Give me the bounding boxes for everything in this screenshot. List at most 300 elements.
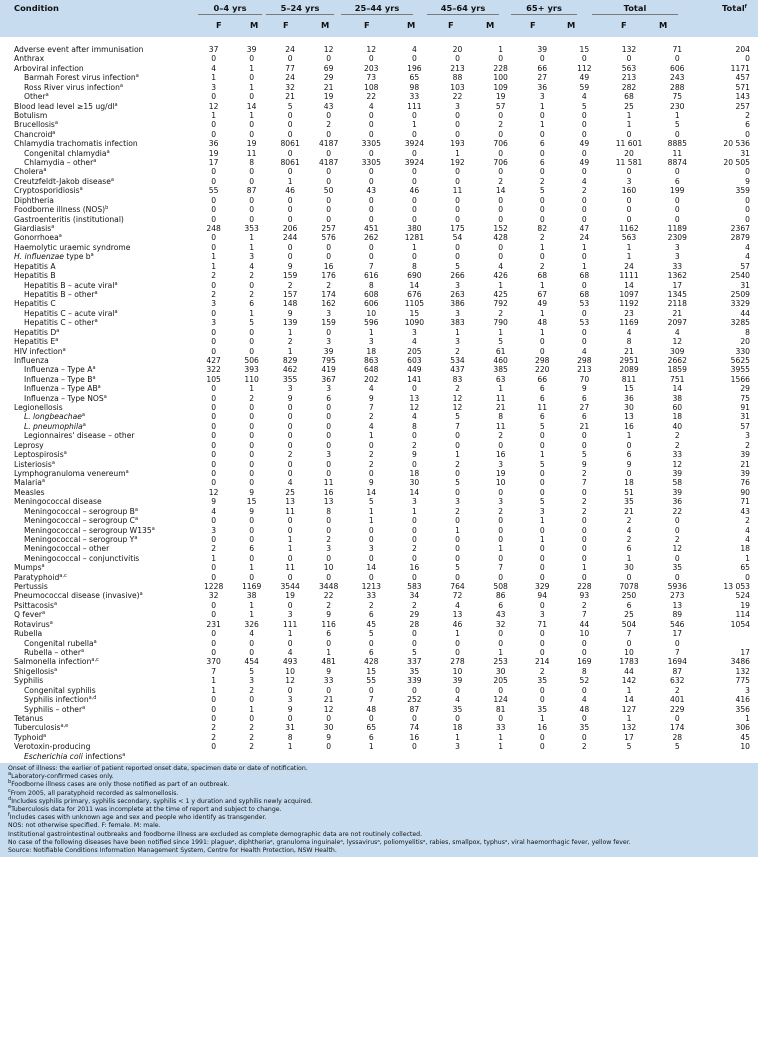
value-cell: 0 <box>539 431 545 441</box>
table-row <box>0 507 758 516</box>
value-cell: 16 <box>323 487 334 497</box>
value-cell: 0 <box>745 205 750 215</box>
value-cell: 15 <box>246 497 257 507</box>
value-cell: 0 <box>211 713 217 723</box>
value-cell: 493 <box>282 657 298 667</box>
value-cell: 4 <box>368 421 374 431</box>
value-cell: 0 <box>326 214 332 224</box>
value-cell: 4 <box>745 242 750 252</box>
sex-header: F <box>283 20 289 30</box>
value-cell: 428 <box>493 233 508 243</box>
sex-header: M <box>659 20 668 30</box>
value-cell: 451 <box>364 224 379 234</box>
value-cell: 2 <box>745 516 750 526</box>
value-cell: 263 <box>450 289 465 299</box>
value-cell: 2 <box>581 506 587 516</box>
value-cell: 9 <box>326 732 332 742</box>
value-cell: 1 <box>626 120 632 130</box>
value-cell: 160 <box>621 186 637 196</box>
value-cell: 2 <box>674 440 680 450</box>
footnote-marker: a,c <box>59 572 67 579</box>
value-cell: 0 <box>411 205 417 215</box>
value-cell: 0 <box>411 384 417 394</box>
value-cell: 14 <box>624 280 634 290</box>
value-cell: 3 <box>626 176 632 186</box>
value-cell: 35 <box>452 704 463 714</box>
value-cell: 1 <box>287 544 293 554</box>
table-row <box>0 497 758 506</box>
table-row <box>0 224 758 233</box>
value-cell: 1054 <box>730 619 750 629</box>
value-cell: 1 <box>626 713 632 723</box>
condition-name: Legionellosis <box>14 403 63 413</box>
value-cell: 8 <box>326 506 332 516</box>
value-cell: 0 <box>211 280 217 290</box>
value-cell: 0 <box>211 195 217 205</box>
value-cell: 8 <box>287 732 293 742</box>
value-cell: 0 <box>368 205 374 215</box>
value-cell: 196 <box>407 63 422 73</box>
value-cell: 58 <box>672 478 683 488</box>
value-cell: 2 <box>249 289 255 299</box>
value-cell: 306 <box>735 723 750 733</box>
value-cell: 0 <box>287 440 293 450</box>
value-cell: 583 <box>407 582 422 592</box>
value-cell: 3 <box>211 82 217 92</box>
table-row <box>0 233 758 242</box>
value-cell: 0 <box>249 403 255 413</box>
value-cell: 253 <box>493 657 508 667</box>
value-cell: 0 <box>411 431 417 441</box>
value-cell: 0 <box>539 252 545 262</box>
table-row <box>0 384 758 393</box>
footnote: $^b$Foodborne illness cases are only those notified as part of an outbreak. <box>8 779 230 789</box>
value-cell: 0 <box>498 572 504 582</box>
footnote-marker: a <box>151 525 155 532</box>
value-cell: 2 <box>249 723 255 733</box>
value-cell: 0 <box>249 440 255 450</box>
value-cell: 0 <box>498 440 504 450</box>
value-cell: 9 <box>581 384 587 394</box>
table-row <box>0 469 758 478</box>
value-cell: 5 <box>674 742 680 752</box>
value-cell: 2 <box>745 110 750 120</box>
value-cell: 0 <box>249 638 255 648</box>
value-cell: 2 <box>326 120 332 130</box>
value-cell: 1 <box>498 384 504 394</box>
value-cell: 0 <box>368 252 374 262</box>
value-cell: 0 <box>539 600 545 610</box>
condition-cell <box>0 507 195 516</box>
value-cell: 1 <box>626 553 632 563</box>
condition-cell <box>0 478 195 487</box>
value-cell: 31 <box>740 148 750 158</box>
value-cell: 12 <box>208 101 219 111</box>
value-cell: 32 <box>285 82 295 92</box>
condition-cell <box>0 120 195 129</box>
header-row-sex <box>0 20 758 34</box>
value-cell: 18 <box>740 544 750 554</box>
condition-cell <box>0 695 195 704</box>
value-cell: 252 <box>407 695 422 705</box>
value-cell: 1 <box>674 110 680 120</box>
condition-cell <box>0 299 195 308</box>
value-cell: 213 <box>450 63 465 73</box>
value-cell: 23 <box>624 308 634 318</box>
value-cell: 5 <box>455 563 460 573</box>
value-cell: 1228 <box>203 582 224 592</box>
value-cell: 2 <box>581 186 587 196</box>
value-cell: 12 <box>672 544 683 554</box>
value-cell: 0 <box>498 110 504 120</box>
value-cell: 6 <box>626 450 632 460</box>
value-cell: 1 <box>368 742 374 752</box>
value-cell: 73 <box>366 73 377 83</box>
value-cell: 1345 <box>667 289 687 299</box>
value-cell: 18 <box>452 723 463 733</box>
value-cell: 2097 <box>667 318 687 328</box>
value-cell: 0 <box>581 167 587 177</box>
condition-name: Rubella <box>14 629 43 639</box>
value-cell: 0 <box>287 195 293 205</box>
value-cell: 0 <box>287 459 293 469</box>
table-row <box>0 639 758 648</box>
value-cell: 0 <box>626 468 632 478</box>
value-cell: 0 <box>539 638 545 648</box>
value-cell: 0 <box>249 54 255 64</box>
value-cell: 0 <box>455 195 460 205</box>
value-cell: 11 <box>285 563 295 573</box>
value-cell: 202 <box>364 374 379 384</box>
condition-cell <box>0 271 195 280</box>
table-row <box>0 337 758 346</box>
value-cell: 2 <box>455 384 460 394</box>
condition-cell <box>0 196 195 205</box>
value-cell: 53 <box>579 318 590 328</box>
value-cell: 203 <box>364 63 379 73</box>
condition-name: Adverse event after immunisation <box>14 45 144 54</box>
value-cell: 5 <box>287 101 293 111</box>
condition-name: Escherichia coli infections <box>24 751 123 761</box>
condition-name: Legionnaires' disease – other <box>24 431 135 441</box>
condition-name: Hepatitis C <box>14 299 56 309</box>
value-cell: 0 <box>411 148 417 158</box>
value-cell: 0 <box>455 516 460 526</box>
footnote-marker: a <box>134 534 138 541</box>
value-cell: 0 <box>581 525 587 535</box>
value-cell: 2 <box>745 440 750 450</box>
value-cell: 14 <box>366 563 377 573</box>
value-cell: 228 <box>577 582 592 592</box>
value-cell: 2 <box>626 534 632 544</box>
value-cell: 0 <box>287 129 293 139</box>
value-cell: 111 <box>407 101 422 111</box>
value-cell: 1 <box>498 544 504 554</box>
value-cell: 4 <box>455 695 460 705</box>
value-cell: 20 <box>624 148 634 158</box>
value-cell: 353 <box>244 224 259 234</box>
value-cell: 0 <box>498 713 504 723</box>
value-cell: 0 <box>498 516 504 526</box>
sex-header: F <box>530 20 536 30</box>
value-cell: 2 <box>368 459 374 469</box>
value-cell: 0 <box>326 440 332 450</box>
value-cell: 9 <box>287 704 293 714</box>
value-cell: 24 <box>579 233 590 243</box>
value-cell: 0 <box>326 167 332 177</box>
value-cell: 109 <box>493 82 508 92</box>
value-cell: 48 <box>537 318 548 328</box>
value-cell: 385 <box>493 365 508 375</box>
value-cell: 322 <box>206 365 221 375</box>
value-cell: 3 <box>539 506 545 516</box>
value-cell: 1 <box>498 327 504 337</box>
sex-header: M <box>486 20 495 30</box>
table-row <box>0 695 758 704</box>
value-cell: 278 <box>450 657 465 667</box>
value-cell: 39 <box>537 45 548 54</box>
value-cell: 0 <box>287 205 293 215</box>
value-cell: 9 <box>368 478 374 488</box>
value-cell: 3 <box>411 327 417 337</box>
value-cell: 0 <box>498 129 504 139</box>
value-cell: 0 <box>455 431 460 441</box>
value-cell: 0 <box>249 346 255 356</box>
table-row <box>0 158 758 167</box>
value-cell: 0 <box>539 346 545 356</box>
value-cell: 0 <box>368 120 374 130</box>
value-cell: 2 <box>455 506 460 516</box>
value-cell: 0 <box>539 478 545 488</box>
condition-cell <box>0 742 195 751</box>
value-cell: 0 <box>368 638 374 648</box>
footnote-marker: a <box>58 233 62 240</box>
condition-name: Leptospirosis <box>14 450 64 460</box>
footnote-marker: a <box>97 384 101 391</box>
table-row <box>0 83 758 92</box>
value-cell: 0 <box>626 214 632 224</box>
value-cell: 1 <box>368 516 374 526</box>
condition-name: Meningococcal – serogroup Y <box>24 534 135 544</box>
value-cell: 16 <box>495 450 506 460</box>
value-cell: 1 <box>211 261 217 271</box>
value-cell: 0 <box>745 214 750 224</box>
value-cell: 0 <box>581 327 587 337</box>
value-cell: 0 <box>287 638 293 648</box>
condition-cell <box>0 337 195 346</box>
value-cell: 386 <box>450 299 465 309</box>
value-cell: 11 <box>537 403 548 413</box>
value-cell: 3 <box>745 431 750 441</box>
value-cell <box>271 752 309 761</box>
value-cell: 1859 <box>667 365 687 375</box>
value-cell: 25 <box>624 101 634 111</box>
condition-cell <box>0 497 195 506</box>
value-cell: 0 <box>211 346 217 356</box>
table-row <box>0 318 758 327</box>
total-all-header: Total$^f$ <box>722 3 747 13</box>
value-cell: 0 <box>455 487 460 497</box>
value-cell: 111 <box>282 619 298 629</box>
table-row <box>0 412 758 421</box>
value-cell: 563 <box>621 63 637 73</box>
sex-header: F <box>448 20 454 30</box>
value-cell: 1097 <box>619 289 639 299</box>
value-cell: 0 <box>211 412 217 422</box>
value-cell: 65 <box>740 563 750 573</box>
value-cell: 4 <box>411 337 417 347</box>
value-cell: 3 <box>455 742 460 752</box>
value-cell: 0 <box>368 242 374 252</box>
value-cell: 21 <box>323 82 334 92</box>
value-cell: 0 <box>287 572 293 582</box>
value-cell: 0 <box>287 516 293 526</box>
value-cell: 0 <box>249 648 255 657</box>
value-cell: 30 <box>409 478 420 488</box>
value-cell: 3 <box>326 544 332 554</box>
footnote-marker: a,c <box>91 657 99 664</box>
value-cell: 571 <box>735 82 750 92</box>
footnote: NOS: not otherwise specified. F: female. M: male. <box>8 822 161 830</box>
value-cell: 75 <box>740 393 750 403</box>
value-cell: 4 <box>674 327 680 337</box>
value-cell: 1 <box>249 63 255 73</box>
value-cell: 1 <box>211 685 217 695</box>
value-cell: 4 <box>581 695 587 705</box>
value-cell: 1 <box>249 110 255 120</box>
value-cell: 5 <box>581 450 587 460</box>
value-cell: 0 <box>581 129 587 139</box>
condition-cell <box>0 365 195 374</box>
value-cell: 36 <box>624 393 634 403</box>
value-cell: 3 <box>455 337 460 347</box>
value-cell: 0 <box>211 233 217 243</box>
value-cell: 0 <box>581 440 587 450</box>
table-row <box>0 742 758 751</box>
value-cell: 7 <box>581 610 587 620</box>
value-cell: 0 <box>249 431 255 441</box>
value-cell <box>701 752 758 761</box>
value-cell: 17 <box>624 732 634 742</box>
value-cell: 2 <box>411 440 417 450</box>
footnote: Source: Notifiable Conditions Information Management System, Centre for Health Protection, NSW Health. <box>8 847 337 855</box>
table-row <box>0 45 758 54</box>
footnote-marker: a <box>53 600 58 607</box>
value-cell: 2662 <box>667 355 687 365</box>
footnote-marker: a <box>82 704 86 711</box>
value-cell: 1 <box>287 534 293 544</box>
value-cell: 0 <box>674 167 680 177</box>
value-cell: 0 <box>674 713 680 723</box>
value-cell: 14 <box>495 186 506 196</box>
value-cell: 31 <box>285 723 295 733</box>
value-cell: 33 <box>495 723 506 733</box>
value-cell: 29 <box>409 610 420 620</box>
value-cell: 32 <box>208 591 219 601</box>
value-cell: 39 <box>246 45 257 54</box>
value-cell: 12 <box>208 487 219 497</box>
value-cell: 0 <box>498 195 504 205</box>
value-cell: 24 <box>285 73 295 83</box>
value-cell: 751 <box>670 374 685 384</box>
value-cell: 12 <box>409 403 420 413</box>
value-cell: 0 <box>411 516 417 526</box>
value-cell: 9 <box>249 487 255 497</box>
value-cell: 3 <box>674 242 680 252</box>
value-cell: 0 <box>539 544 545 554</box>
condition-cell <box>0 177 195 186</box>
value-cell: 90 <box>740 487 750 497</box>
value-cell: 524 <box>735 591 750 601</box>
value-cell <box>701 629 758 638</box>
value-cell: 0 <box>581 713 587 723</box>
table-header <box>0 0 758 37</box>
value-cell: 0 <box>674 572 680 582</box>
value-cell: 1169 <box>619 318 639 328</box>
value-cell: 0 <box>498 54 504 64</box>
value-cell: 6 <box>581 412 587 422</box>
value-cell: 36 <box>208 139 219 149</box>
value-cell: 116 <box>321 619 336 629</box>
value-cell: 11 <box>495 393 506 403</box>
value-cell: 2089 <box>619 365 639 375</box>
table-row <box>0 309 758 318</box>
value-cell: 0 <box>539 214 545 224</box>
value-cell: 169 <box>577 657 592 667</box>
value-cell: 20 536 <box>723 139 750 149</box>
table-row <box>0 120 758 129</box>
value-cell: 33 <box>366 591 377 601</box>
value-cell: 3 <box>287 384 293 394</box>
value-cell: 0 <box>581 638 587 648</box>
value-cell: 0 <box>581 54 587 64</box>
value-cell: 213 <box>577 365 592 375</box>
condition-cell <box>0 356 195 365</box>
value-cell: 206 <box>282 224 298 234</box>
value-cell: 1 <box>539 713 545 723</box>
condition-name: Hepatitis E <box>14 337 56 347</box>
value-cell: 3 <box>326 308 332 318</box>
table-row <box>0 516 758 525</box>
value-cell: 0 <box>581 544 587 554</box>
value-cell: 356 <box>735 704 750 714</box>
value-cell: 3924 <box>404 158 425 168</box>
value-cell: 71 <box>740 497 750 507</box>
value-cell: 3 <box>539 610 545 620</box>
value-cell: 13 <box>672 600 683 610</box>
value-cell: 576 <box>321 233 336 243</box>
table-row <box>0 752 758 761</box>
value-cell: 1169 <box>241 582 262 592</box>
value-cell: 8 <box>411 421 417 431</box>
table-row <box>0 450 758 459</box>
condition-name: Influenza – Type A <box>24 365 93 375</box>
value-cell: 1 <box>411 242 417 252</box>
value-cell: 1111 <box>619 271 639 281</box>
value-cell: 5 <box>249 318 255 328</box>
value-cell: 0 <box>539 629 545 639</box>
value-cell: 1 <box>411 120 417 130</box>
value-cell: 44 <box>624 666 634 676</box>
value-cell: 0 <box>626 129 632 139</box>
value-cell: 9 <box>287 308 293 318</box>
value-cell: 0 <box>411 167 417 177</box>
value-cell: 1362 <box>667 271 687 281</box>
value-cell: 21 <box>624 506 634 516</box>
value-cell: 0 <box>211 393 217 403</box>
value-cell: 3 <box>498 459 504 469</box>
value-cell: 0 <box>211 403 217 413</box>
